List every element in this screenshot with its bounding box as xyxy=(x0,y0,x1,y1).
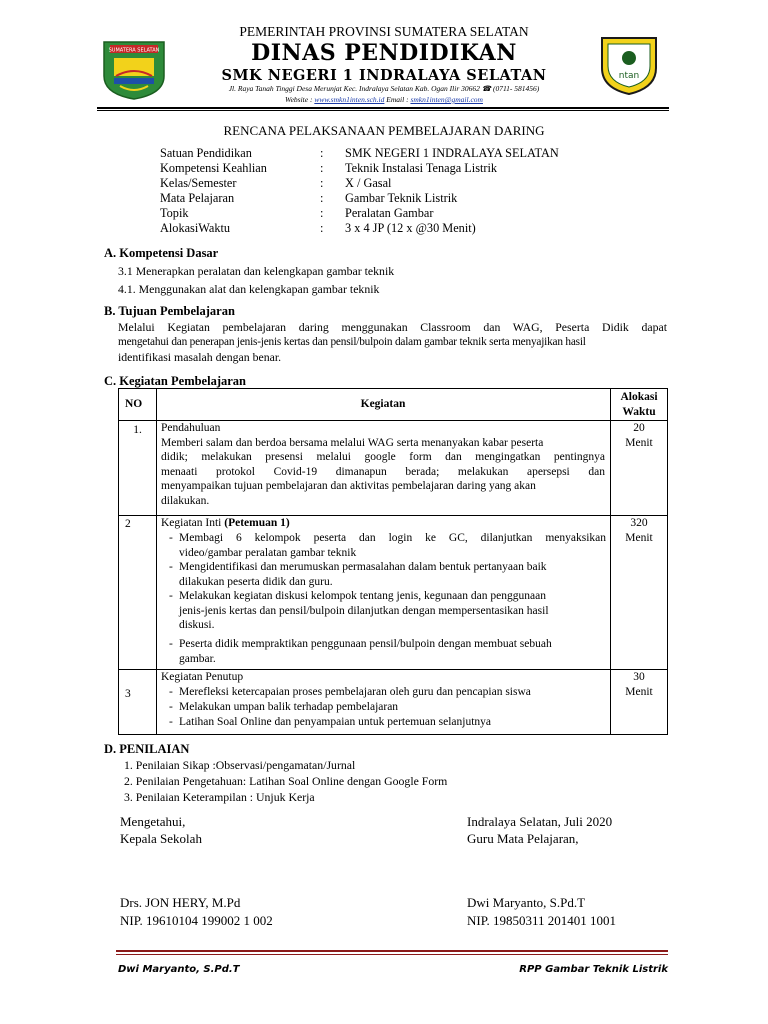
time-value: 320 xyxy=(630,517,648,529)
identity-value: Teknik Instalasi Tenaga Listrik xyxy=(345,161,498,175)
footer-document-name: RPP Gambar Teknik Listrik xyxy=(519,964,668,975)
bullet-line: Melakukan kegiatan diskusi kelompok tentang jenis, kegunaan dan penggunaan xyxy=(179,590,546,602)
activity-title xyxy=(161,516,605,531)
header-contact xyxy=(170,95,598,104)
assessment-item: 1. Penilaian Sikap :Observasi/pengamatan/Jurnal xyxy=(124,758,356,772)
bullet-text xyxy=(179,637,606,666)
activity-title-bold: (Petemuan 1) xyxy=(224,517,290,529)
objective-line: identifikasi masalah dengan benar. xyxy=(118,350,282,364)
signature-left-name: Drs. JON HERY, M.Pd xyxy=(120,895,241,910)
bullet-dash: - xyxy=(169,638,173,650)
activity-bullet xyxy=(169,700,606,715)
activity-bullet xyxy=(169,715,606,730)
bullet-line: video/gambar peralatan gambar teknik xyxy=(179,546,357,559)
bullet-dash: - xyxy=(169,701,173,713)
column-header-activity: Kegiatan xyxy=(360,398,406,410)
bullet-dash: - xyxy=(169,532,173,544)
identity-value: X / Gasal xyxy=(345,176,392,190)
activity-line: didik; melakukan presensi melalui google form dan mengingatkan pentingnya xyxy=(161,451,605,463)
identity-row xyxy=(0,161,768,176)
competency-item: 4.1. Menggunakan alat dan kelengkapan gambar teknik xyxy=(118,282,380,296)
identity-key: Topik xyxy=(160,206,189,220)
row-number: 2 xyxy=(125,518,131,530)
header-government: PEMERINTAH PROVINSI SUMATERA SELATAN xyxy=(239,24,529,39)
activity-cell xyxy=(161,421,605,508)
header-rule-thick xyxy=(97,107,669,109)
time-allocation xyxy=(610,516,668,545)
signature-right-name: Dwi Maryanto, S.Pd.T xyxy=(467,895,586,910)
identity-row xyxy=(0,206,768,221)
footer-author: Dwi Maryanto, S.Pd.T xyxy=(118,964,240,975)
activity-title: Kegiatan Penutup xyxy=(161,671,244,683)
bullet-text xyxy=(179,589,606,633)
footer-rule-thin xyxy=(116,954,668,955)
identity-block xyxy=(0,146,768,238)
activity-bullet xyxy=(169,531,606,560)
time-value: 30 xyxy=(633,671,645,683)
row-number: 1. xyxy=(133,424,142,436)
bullet-line: Membagi 6 kelompok peserta dan login ke GC, dilanjutkan menyaksikan xyxy=(179,532,606,544)
identity-key: Mata Pelajaran xyxy=(160,191,235,205)
bullet-line: Peserta didik mempraktikan penggunaan pensil/bulpoin dengan membuat sebuah xyxy=(179,638,552,650)
activity-line: menaati protokol Covid-19 dimanapun berada; melakukan apersepsi dan xyxy=(161,465,605,478)
email-label: Email : xyxy=(384,95,411,104)
identity-row xyxy=(0,176,768,191)
signature-left-role: Kepala Sekolah xyxy=(120,831,202,846)
time-allocation xyxy=(610,670,668,699)
logo-text: ntan xyxy=(618,71,640,81)
bullet-dash: - xyxy=(169,716,173,728)
signature-left-greeting: Mengetahui, xyxy=(120,814,186,829)
bullet-line: diskusi. xyxy=(179,619,215,631)
identity-colon: : xyxy=(320,221,324,235)
identity-row xyxy=(0,191,768,206)
activity-line: dilakukan. xyxy=(161,494,210,507)
signature-right-nip: NIP. 19850311 201401 1001 xyxy=(467,913,617,928)
time-unit: Menit xyxy=(625,436,653,449)
objective-line: mengetahui dan penerapan jenis-jenis kertas dan pensil/bulpoin dalam gambar teknik serta menyajikan hasil xyxy=(118,336,586,348)
row-number: 3 xyxy=(125,688,131,700)
time-value: 20 xyxy=(633,422,645,434)
signature-right-role: Guru Mata Pelajaran, xyxy=(467,831,579,846)
assessment-item: 2. Penilaian Pengetahuan: Latihan Soal Online dengan Google Form xyxy=(124,774,448,788)
footer-rule-thick xyxy=(116,950,668,952)
emblem-text: SUMATERA SELATAN xyxy=(108,47,160,54)
identity-value: Peralatan Gambar xyxy=(345,206,434,220)
identity-value: Gambar Teknik Listrik xyxy=(345,191,458,205)
identity-colon: : xyxy=(320,146,324,160)
identity-colon: : xyxy=(320,191,324,205)
document-title: RENCANA PELAKSANAAN PEMBELAJARAN DARING xyxy=(223,123,545,138)
bullet-text xyxy=(179,531,606,560)
activity-title: Pendahuluan xyxy=(161,422,221,434)
section-a-heading: A. Kompetensi Dasar xyxy=(104,246,219,260)
time-unit: Menit xyxy=(625,531,653,544)
column-header-time xyxy=(610,390,668,419)
province-emblem-icon xyxy=(100,36,168,100)
signature-right-place-date: Indralaya Selatan, Juli 2020 xyxy=(467,814,613,829)
school-logo-icon xyxy=(598,34,660,96)
competency-item: 3.1 Menerapkan peralatan dan kelengkapan gambar teknik xyxy=(118,264,395,278)
objective-paragraph xyxy=(118,320,667,365)
identity-row xyxy=(0,221,768,236)
activity-line: Memberi salam dan berdoa bersama melalui WAG serta menanyakan kabar peserta xyxy=(161,436,544,449)
activity-bullet xyxy=(169,589,606,633)
column-header-time-line: Waktu xyxy=(622,405,656,418)
header-school: SMK NEGERI 1 INDRALAYA SELATAN xyxy=(221,67,547,84)
time-unit: Menit xyxy=(625,685,653,698)
bullet-text: Latihan Soal Online dan penyampaian untuk pertemuan selanjutnya xyxy=(179,716,492,728)
section-b-heading: B. Tujuan Pembelajaran xyxy=(104,304,235,318)
activity-bullet xyxy=(169,560,606,589)
activity-title-text: Kegiatan Inti xyxy=(161,517,225,529)
bullet-dash: - xyxy=(169,561,173,573)
column-header-no: NO xyxy=(125,398,143,410)
activity-bullet xyxy=(169,685,606,700)
identity-key: Kelas/Semester xyxy=(160,176,237,190)
header-department: DINAS PENDIDIKAN xyxy=(251,40,517,66)
objective-line: Melalui Kegiatan pembelajaran daring menggunakan Classroom dan WAG, Peserta Didik dapat xyxy=(118,320,667,334)
section-c-heading: C. Kegiatan Pembelajaran xyxy=(104,374,246,388)
identity-row xyxy=(0,146,768,161)
activity-line: menyampaikan tujuan pembelajaran dan aktivitas pembelajaran daring yang akan xyxy=(161,480,536,492)
identity-key: Satuan Pendidikan xyxy=(160,146,252,160)
website-link[interactable]: www.smkn1inten.sch.id xyxy=(314,95,385,104)
bullet-line: jenis-jenis kertas dan pensil/bulpoin dilanjutkan dengan mempersentasikan hasil xyxy=(179,604,549,617)
activity-bullet xyxy=(169,637,606,666)
column-header-time-line: Alokasi xyxy=(620,391,658,403)
assessment-item: 3. Penilaian Keterampilan : Unjuk Kerja xyxy=(124,790,315,804)
section-d-heading: D. PENILAIAN xyxy=(104,742,190,756)
bullet-line: dilakukan peserta didik dan guru. xyxy=(179,575,333,588)
table-divider xyxy=(156,389,157,734)
bullet-text: Melakukan umpan balik terhadap pembelajaran xyxy=(179,701,399,713)
header-rule-thin xyxy=(97,110,669,111)
bullet-line: Mengidentifikasi dan merumuskan permasalahan dalam bentuk pertanyaan baik xyxy=(179,561,547,573)
identity-key: Kompetensi Keahlian xyxy=(160,161,267,175)
email-link[interactable]: smkn1inten@gmail.com xyxy=(410,95,483,104)
activity-table xyxy=(118,388,668,735)
bullet-line: gambar. xyxy=(179,652,216,665)
bullet-text: Merefleksi ketercapaian proses pembelajaran oleh guru dan pencapian siswa xyxy=(179,686,531,698)
identity-colon: : xyxy=(320,176,324,190)
bullet-dash: - xyxy=(169,590,173,602)
time-allocation xyxy=(610,421,668,450)
identity-value: SMK NEGERI 1 INDRALAYA SELATAN xyxy=(345,146,559,160)
identity-value: 3 x 4 JP (12 x @30 Menit) xyxy=(345,221,476,235)
signature-left-nip: NIP. 19610104 199002 1 002 xyxy=(120,913,273,928)
bullet-text xyxy=(179,560,606,589)
bullet-dash: - xyxy=(169,686,173,698)
identity-key: AlokasiWaktu xyxy=(160,221,231,235)
identity-colon: : xyxy=(320,206,324,220)
header-address: Jl. Raya Tanah Tinggi Desa Merunjat Kec. Indralaya Selatan Kab. Ogan Ilir 30662 ☎ (0711- 581456) xyxy=(228,84,540,93)
website-label: Website : xyxy=(285,95,315,104)
identity-colon: : xyxy=(320,161,324,175)
